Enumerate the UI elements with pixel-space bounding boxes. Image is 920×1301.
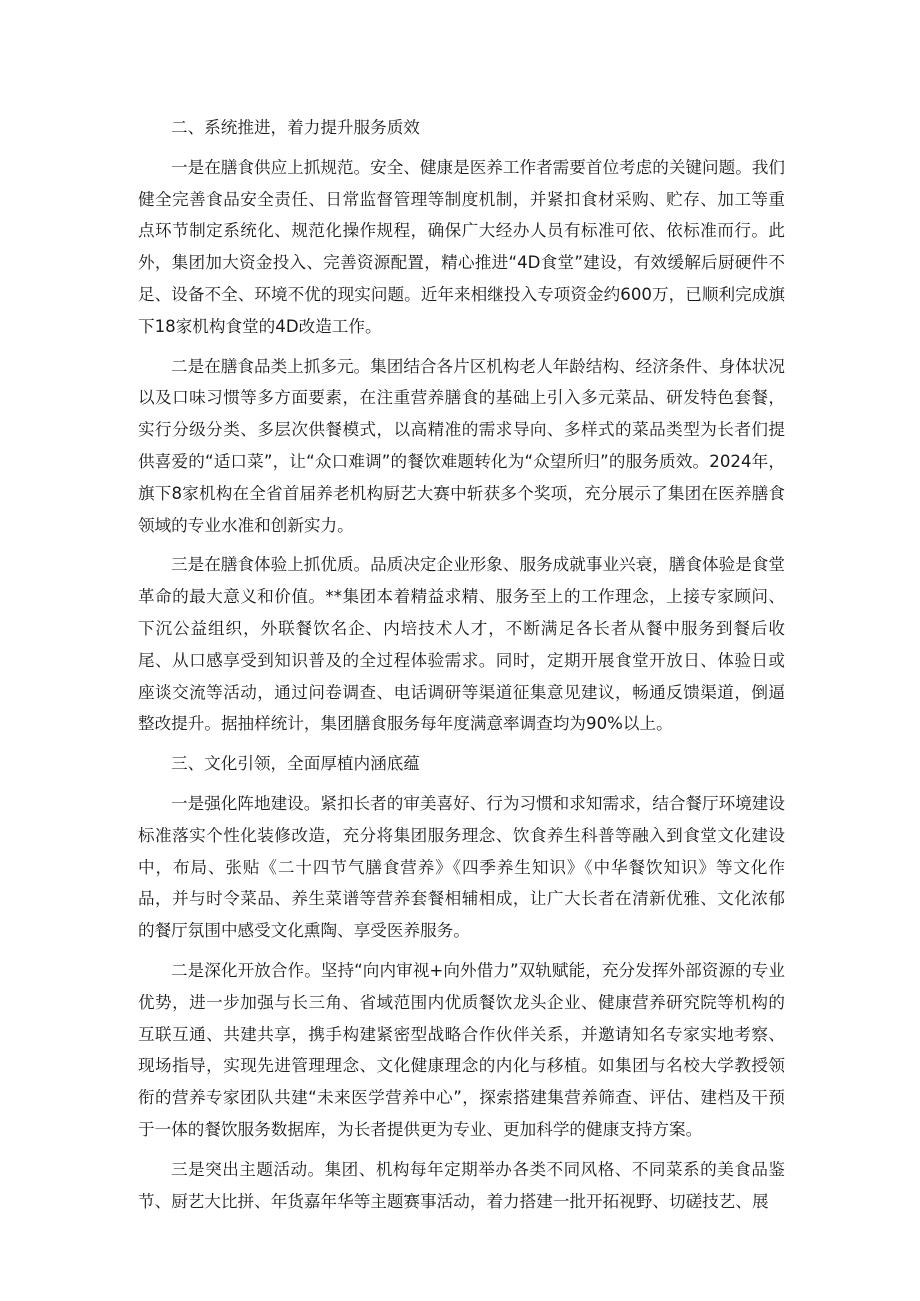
document-page: [138, 112, 785, 1225]
paragraph-3-2: 二是深化开放合作。坚持“向内审视+向外借力”双轨赋能，充分发挥外部资源的专业优势，进一步加强与长三角、省域范围内优质餐饮龙头企业、健康营养研究院等机构的互联互通、共建共享，携手构建紧密型战略合作伙伴关系，并邀请知名专家实地考察、现场指导，实现先进管理理念、文化健康理念的内化与移植。如集团与名校大学教授领衔的营养专家团队共建“未来医学营养中心”，探索搭建集营养筛查、评估、建档及干预于一体的餐饮服务数据库，为长者提供更为专业、更加科学的健康支持方案。: [138, 960, 785, 1139]
paragraph-2-3: 三是在膳食体验上抓优质。品质决定企业形象、服务成就事业兴衰，膳食体验是食堂革命的最大意义和价值。**集团本着精益求精、服务至上的工作理念，上接专家顾问、下沉公益组织，外联餐饮名企、内培技术人才，不断满足各长者从餐中服务到餐后收尾、从口感享受到知识普及的全过程体验需求。同时，定期开展食堂开放日、体验日或座谈交流等活动，通过问卷调查、电话调研等渠道征集意见建议，畅通反馈渠道，倒逼整改提升。据抽样统计，集团膳食服务每年度满意率调查均为90%以上。: [138, 555, 785, 734]
section-heading-3: 三、文化引领，全面厚植内涵底蕴: [171, 754, 420, 774]
paragraph-2-2: 二是在膳食品类上抓多元。集团结合各片区机构老人年龄结构、经济条件、身体状况以及口味习惯等多方面要素，在注重营养膳食的基础上引入多元菜品、研发特色套餐，实行分级分类、多层次供餐模式，以高精准的需求导向、多样式的菜品类型为长者们提供喜爱的“适口菜”，让“众口难调”的餐饮难题转化为“众望所归”的服务质效。2024年，旗下8家机构在全省首届养老机构厨艺大赛中斩获多个奖项，充分展示了集团在医养膳食领域的专业水准和创新实力。: [138, 356, 785, 535]
paragraph-2-1: 一是在膳食供应上抓规范。安全、健康是医养工作者需要首位考虑的关键问题。我们健全完善食品安全责任、日常监督管理等制度机制，并紧扣食材采购、贮存、加工等重点环节制定系统化、规范化操作规程，确保广大经办人员有标准可依、依标准而行。此外，集团加大资金投入、完善资源配置，精心推进“4D食堂”建设，有效缓解后厨硬件不足、设备不全、环境不优的现实问题。近年来相继投入专项资金约600万，已顺利完成旗下18家机构食堂的4D改造工作。: [138, 157, 785, 336]
paragraph-3-1: 一是强化阵地建设。紧扣长者的审美喜好、行为习惯和求知需求，结合餐厅环境建设标准落实个性化装修改造，充分将集团服务理念、饮食养生科普等融入到食堂文化建设中，布局、张贴《二十四节气膳食营养》《四季养生知识》《中华餐饮知识》等文化作品，并与时令菜品、养生菜谱等营养套餐相辅相成，让广大长者在清新优雅、文化浓郁的餐厅氛围中感受文化熏陶、享受医养服务。: [138, 793, 785, 941]
section-heading-2: 二、系统推进，着力提升服务质效: [171, 118, 420, 137]
paragraph-3-3: 三是突出主题活动。集团、机构每年定期举办各类不同风格、不同菜系的美食品鉴节、厨艺大比拼、年货嘉年华等主题赛事活动，着力搭建一批开拓视野、切磋技艺、展: [138, 1159, 785, 1211]
